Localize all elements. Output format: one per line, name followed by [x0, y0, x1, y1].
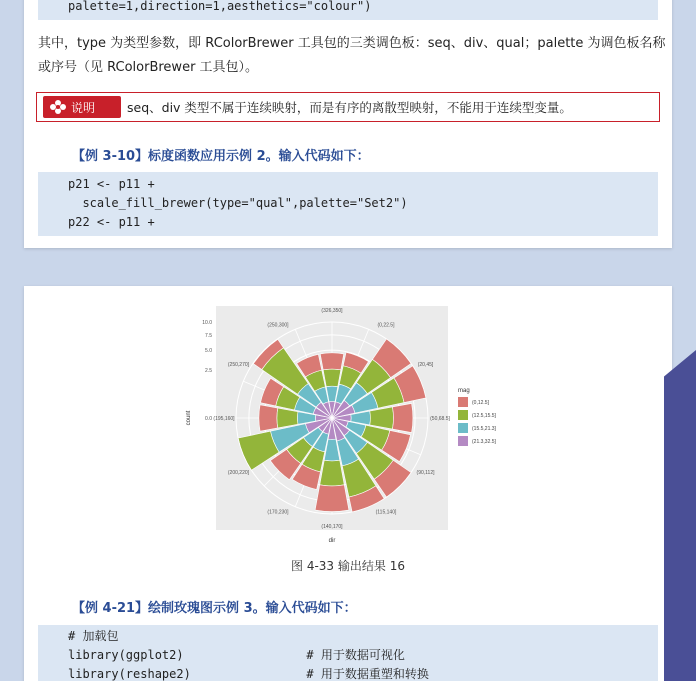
example-heading-2: 【例 4-21】绘制玫瑰图示例 3。输入代码如下： [72, 601, 357, 616]
y-tick-label: 5.0 [205, 348, 212, 355]
legend-label: (21.3,32.5] [472, 439, 496, 445]
category-tick-label: (140,170] [321, 524, 343, 530]
category-tick-label: (20,45] [417, 362, 434, 368]
rose-wedge [277, 408, 298, 428]
category-tick-label: (200,220] [227, 470, 250, 476]
category-tick-label: (90,112] [416, 470, 435, 476]
legend-swatch [458, 397, 468, 407]
rose-wedge [392, 403, 412, 432]
category-tick-label: (250,300] [267, 322, 289, 329]
rose-wedge [320, 460, 344, 486]
legend-label: (12.5,15.5] [472, 413, 496, 419]
y-tick-label: 10.0 [202, 320, 212, 326]
code-line: # 加载包 [68, 629, 119, 643]
code-line: library(reshape2) # 用于数据重塑和转换 [68, 667, 429, 681]
y-tick-label: 0.0 [205, 416, 212, 422]
note-badge-label: 说明 [71, 100, 96, 115]
code-block-example-2 [38, 625, 658, 681]
note-badge [43, 96, 121, 118]
code-line: palette=1,direction=1,aesthetics="colour") [68, 0, 372, 13]
code-line: p22 <- p11 + [68, 215, 155, 229]
code-line: p21 <- p11 + [68, 177, 155, 191]
code-line: library(ggplot2) # 用于数据可视化 [68, 648, 405, 662]
legend-label: (0,12.5] [472, 400, 489, 406]
rose-wedge [320, 353, 343, 370]
y-axis-title: count [186, 410, 192, 426]
legend-swatch [458, 423, 468, 433]
legend-label: (15.5,21.3] [472, 426, 496, 432]
category-tick-label: (0,22.5] [377, 322, 395, 329]
category-tick-label: (326,350] [321, 308, 343, 314]
category-tick-label: (195,160] [213, 416, 235, 422]
category-tick-label: (50,68.5] [430, 416, 450, 422]
category-tick-label: (170,230] [267, 509, 289, 516]
legend-title: mag [458, 388, 470, 394]
code-block-top [38, 0, 658, 20]
flower-icon [47, 99, 69, 115]
category-tick-label: (115,140] [375, 509, 397, 516]
y-tick-label: 7.5 [205, 332, 212, 339]
category-tick-label: (250,270] [227, 362, 250, 368]
rose-wedge [370, 407, 394, 429]
figure-caption: 图 4-33 输出结果 16 [291, 559, 405, 573]
rose-chart [180, 300, 520, 550]
y-tick-label: 2.5 [205, 368, 212, 374]
note-text: seq、div 类型不属于连续映射，而是有序的离散型映射，不能用于连续型变量。 [127, 100, 572, 115]
x-axis-title: dir [328, 538, 336, 544]
rose-wedge [259, 405, 278, 431]
code-block-example [38, 172, 658, 236]
rose-wedge [315, 485, 349, 512]
legend-swatch [458, 410, 468, 420]
body-paragraph: 其中，type 为类型参数，即 RColorBrewer 工具包的三类调色板：seq、div、qual；palette 为调色板名称或序号（见 RColorBrewer 工具包）。 [38, 36, 666, 75]
note-box [36, 92, 660, 122]
rose-wedge [323, 369, 341, 387]
code-line: scale_fill_brewer(type="qual",palette="Set2") [68, 196, 408, 210]
decorative-side-band [664, 350, 696, 681]
example-heading: 【例 3-10】标度函数应用示例 2。输入代码如下： [72, 149, 370, 164]
legend-swatch [458, 436, 468, 446]
